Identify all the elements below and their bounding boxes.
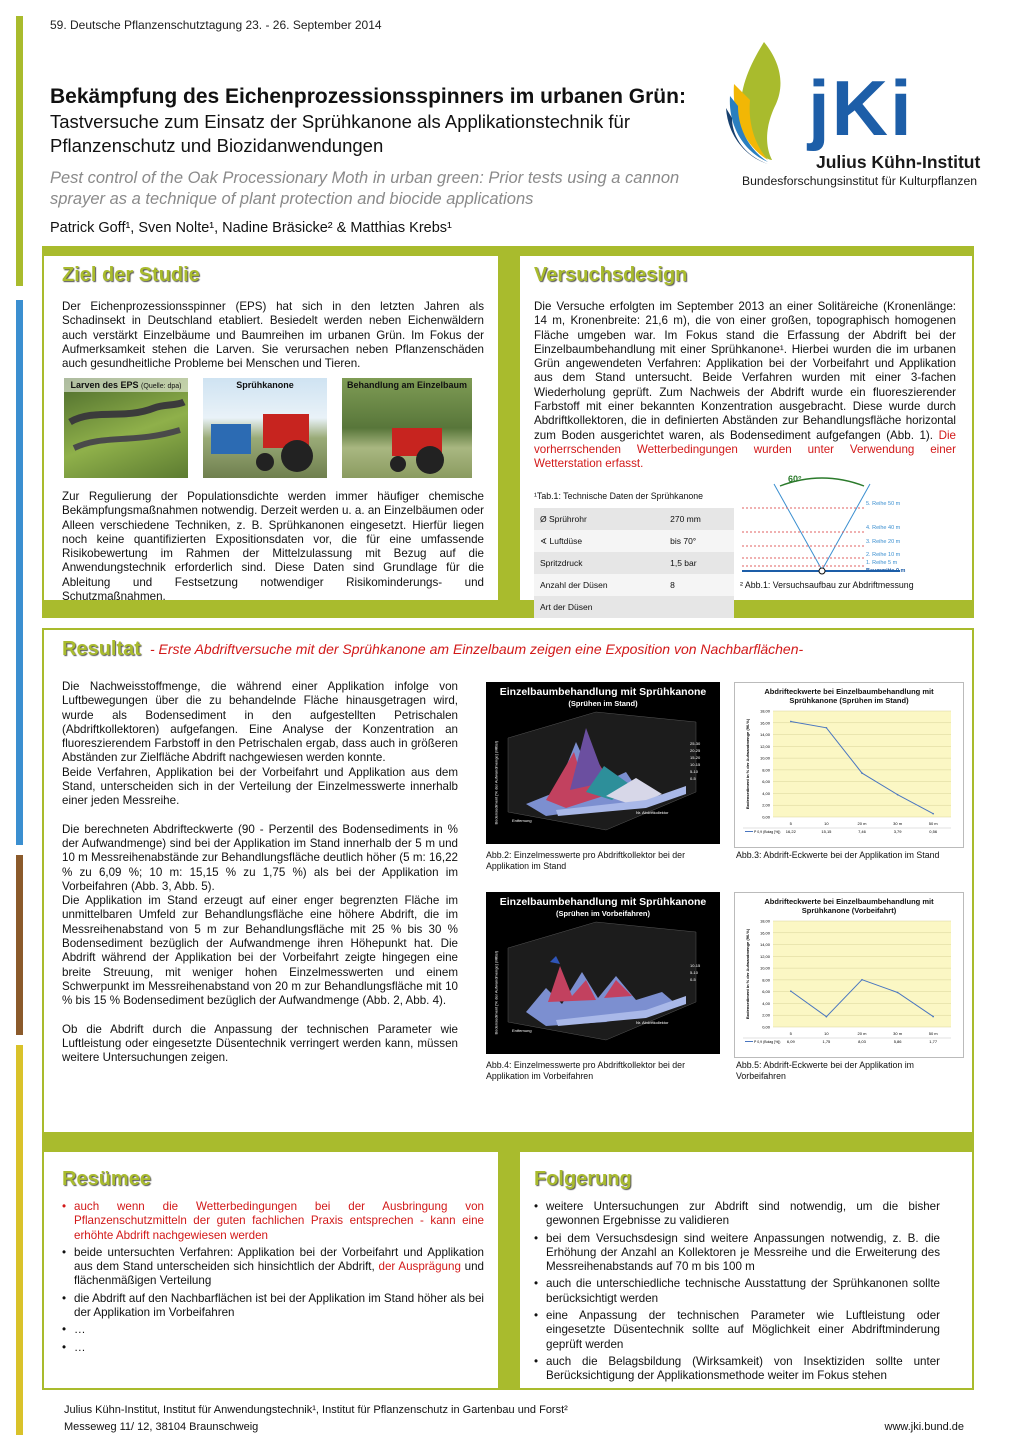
legend-entry: 20-25 [690,748,701,753]
chart-line-vorbei [734,892,964,1058]
logo-tagline: Bundesforschungsinstitut für Kulturpflanzen [742,174,978,188]
diagram-base: Baummitte 0 m [866,568,906,574]
x-tick-label: 5 [789,1031,792,1036]
data-point [897,794,899,796]
chart-3d-vorbei-legend [690,962,700,983]
chart-line-vorbei-title: Abdrifteckwerte bei Einzelbaumbehandlung mit Sprühkanone (Vorbeifahrt) [764,897,934,915]
chart-3d-vorbei-title: Einzelbaumbehandlung mit Sprühkanone [499,896,707,908]
chart-line-vorbei-caption: Abb.5: Abdrift-Eckwerte bei der Applikation im Vorbeifahren [736,1060,914,1081]
data-point [790,721,792,723]
chart-3d-vorbei-xlabel: Nr. Abdriftkollektor [636,1020,669,1025]
x-tick-label: 30 m [893,1031,903,1036]
x-tick-label: 30 m [893,821,903,826]
resuemee-title: Resümee [62,1168,151,1190]
chart-3d-vorbei-subtitle: (Sprühen im Vorbeifahren) [555,909,651,918]
chart-line-stand-caption: Abb.3: Abdrift-Eckwerte bei der Applikation im Stand [736,850,940,860]
data-label: 0,56 [929,829,938,834]
chart-line-stand [734,682,964,848]
photo-sprayer-label: Sprühkanone [236,380,294,390]
y-tick-label: 18,00 [759,918,770,924]
chart-3d-vorbei [486,892,720,1054]
poster-subtitle: Tastversuche zum Einsatz der Sprühkanone als Applikationstechnik für Pflanzenschutz und Biozidanwendungen [50,111,630,156]
list-item: • auch wenn die Wetterbedingungen bei der Ausbringung von Pflanzenschutzmitteln der guten fachlichen Praxis entsprechen - kann eine erhöhte Abdrift nachgewiesen werden [62,1200,484,1243]
y-tick-label: 16,00 [759,720,770,726]
chart-3d-stand-xlabel: Nr. Abdriftkollektor [636,810,669,815]
ziel-text-1: Der Eichenprozessionsspinner (EPS) hat sich in den letzten Jahren als Schadinsekt in Deutschland etabliert. Besiedelt werden neben Eichenwäldern auch verstärkt Einzelbäume und Baumreihen im urbanen Grün. Im Fokus der Aufmerksamkeit stehen die Larven. Sie verursachen neben Pflanzenschäden auch gesundheitliche Probleme bei Menschen und Tieren. [62,300,484,371]
y-tick-label: 4,00 [762,790,770,796]
data-label: 7,46 [858,829,866,834]
chart-line-stand-plot [735,683,963,847]
stripe-green [16,16,23,286]
diagram-row-1: 1. Reihe 5 m [866,560,898,566]
y-tick-label: 10,00 [759,965,770,971]
table-row: Spritzdruck 1,5 bar [534,552,734,574]
x-tick-label: 5 [789,821,792,826]
versuch-title: Versuchsdesign [534,264,688,286]
list-item: • bei dem Versuchsdesign sind weitere Anpassungen notwendig, z. B. die Erhöhung der Anzahl an Kollektoren je Messreihe und die Erweiterung des Messreihenabstands auf 70 m bis 100 m [534,1232,940,1275]
diagram-row-2: 2. Reihe 10 m [866,552,901,558]
data-point [861,772,863,774]
setup-diagram-caption: ² Abb.1: Versuchsaufbau zur Abdriftmessung [740,580,914,590]
list-item: • die Abdrift auf den Nachbarflächen ist bei der Applikation im Stand höher als bei der Applikation im Vorbeifahren [62,1292,484,1321]
versuch-text-main: Die Versuche erfolgten im September 2013 an einer Solitäreiche (Kronenlänge: 14 m, Kronenbreite: 21,6 m), die von einer großen, topographisch homogenen Fläche umgeben war. Im Fokus stand die Erfassung der Abdrift bei der Einzelbaumbehandlung mit einer Sprühkanone¹. Hierbei wurden die im urbanen Grün angewendeten Verfahren: Applikation bei der Vorbeifahrt und Applikation aus dem Stand untersucht. Beide Verfahren wurden mit einer 3-fachen Wiederholung geprüft. Zum Nachweis der Abdrift wurde ein fluoreszierender Farbstoff mit einer bekannten Konzentration ausgebracht. Diese wurde durch Abdriftkollektoren, die in definierten Abständen zur Behandlungsfläche horizontal zum Boden ausgerichtet waren, als Bodensediment aufgefangen (Abb. 1). [534,300,956,442]
footer-url[interactable]: www.jki.bund.de [884,1421,964,1433]
chart-3d-vorbei-caption: Abb.4: Einzelmesswerte pro Abdriftkollektor bei der Applikation im Vorbeifahren [486,1060,686,1081]
resultat-headline: - Erste Abdriftversuche mit der Sprühkanone am Einzelbaum zeigen eine Exposition von Nachbarflächen- [150,641,804,657]
logo-name: Julius Kühn-Institut [816,152,981,172]
chart-line-vorbei-plot [735,893,963,1057]
legend-entry: 10-15 [690,963,701,968]
folgerung-list [534,1200,940,1387]
data-label: 6,09 [786,1039,795,1044]
photo-larvae [64,378,188,478]
data-point [826,1016,828,1018]
footer-institute: Julius Kühn-Institut, Institut für Anwendungstechnik¹, Institut für Pflanzenschutz in Gartenbau und Forst² [64,1404,568,1416]
y-tick-label: 18,00 [759,708,770,714]
legend-entry: 0-5 [690,977,696,982]
chart-line-stand-title: Abdrifteckwerte bei Einzelbaumbehandlung mit Sprühkanone (Sprühen im Stand) [764,687,934,705]
legend-entry: 5-10 [690,769,699,774]
photo-larvae-credit: (Quelle: dpa) [141,383,182,390]
diagram-row-5: 5. Reihe 50 m [866,501,901,507]
photo-sprayer [203,378,327,478]
y-tick-label: 0,00 [762,1024,770,1030]
chart-3d-stand-legend [690,740,700,782]
spec-table-caption: ¹Tab.1: Technische Daten der Sprühkanone [534,491,704,501]
folgerung-title: Folgerung [534,1168,632,1190]
plot-area [773,711,951,817]
x-tick-label: 10 [824,1031,829,1036]
footer-address: Messeweg 11/ 12, 38104 Braunschweig [64,1421,259,1433]
legend-label: P 0,9 (Bolag [%]) [754,1040,781,1044]
data-point [897,992,899,994]
photo-larvae-label: Larven des EPS [70,380,139,390]
versuch-text [534,300,956,472]
legend-entry: 10-15 [690,762,701,767]
y-axis-label: Bodensediment in % der Aufwandmenge (90.%) [745,718,750,810]
chart-3d-stand [486,682,720,844]
x-tick-label: 20 m [857,821,867,826]
list-item: • auch die Belagsbildung (Wirksamkeit) von Insektiziden sollte unter Berücksichtigung der Applikationsmethode weiter im Fokus stehen [534,1355,940,1384]
list-item: • beide untersuchten Verfahren: Applikation bei der Vorbeifahrt und Applikation aus dem Stand unterscheiden sich hinsichtlich der Abdrift, der Ausprägung und flächenmäßigen Verteilung [62,1246,484,1289]
data-point [826,727,828,729]
spec-table [534,508,734,618]
data-label: 15,15 [821,829,832,834]
chart-3d-stand-caption: Abb.2: Einzelmesswerte pro Abdriftkollektor bei der Applikation im Stand [486,850,686,871]
stripe-yellow [16,1045,23,1435]
y-tick-label: 6,00 [762,989,770,995]
x-tick-label: 10 [824,821,829,826]
event-line: 59. Deutsche Pflanzenschutztagung 23. - 26. September 2014 [50,18,382,32]
resuemee-list [62,1200,484,1358]
stripe-brown [16,855,23,1035]
y-tick-label: 12,00 [759,743,770,749]
y-tick-label: 0,00 [762,814,770,820]
chart-3d-stand-title: Einzelbaumbehandlung mit Sprühkanone [499,686,707,698]
resultat-p2: Die berechneten Abdrifteckwerte (90 - Perzentil des Bodensediments in % der Aufwandmenge) sind bei der Applikation im Stand innerhalb der 5 m und 10 m Messreihenabstände zur Behandlungsfläche deutlich höher (5 m: 16,22 % zu 6,09 %; 10 m: 15,15 % zu 1,75 %) als bei der Applikation im Vorbeifahren (Abb. 3, Abb. 5). [62,822,458,893]
y-tick-label: 8,00 [762,767,770,773]
stripe-blue [16,300,23,845]
data-label: 3,79 [893,829,902,834]
y-tick-label: 6,00 [762,779,770,785]
resultat-p4: Ob die Abdrift durch die Anpassung der technischen Parameter wie Luftleistung oder eingesetzte Düsentechnik verringert werden kann, müssen weitere Untersuchungen zeigen. [62,1022,458,1065]
diagram-angle: 60° [788,474,802,484]
chart-3d-stand-zlabel: Entfernung [512,818,532,823]
legend-entry: 25-30 [690,741,701,746]
table-row: ∢ Luftdüse bis 70° [534,530,734,552]
logo-mark: jKi [808,64,914,152]
resultat-text [62,680,458,1065]
y-tick-label: 10,00 [759,755,770,761]
data-label: 5,86 [893,1039,902,1044]
photo-treatment-label: Behandlung am Einzelbaum [346,380,467,390]
y-tick-label: 4,00 [762,1000,770,1006]
authors: Patrick Goff¹, Sven Nolte¹, Nadine Bräsicke² & Matthias Krebs¹ [50,220,452,236]
list-item: • auch die unterschiedliche technische Ausstattung der Sprühkanonen sollte berücksichtigt werden [534,1277,940,1306]
versuch-text-red: Die vorherrschenden Wetterbedingungen wurden unter Verwendung einer Wetterstation erfasst. [534,428,956,471]
y-axis-label: Bodensediment in % der Aufwandmenge (90.%) [745,928,750,1020]
y-tick-label: 2,00 [762,1012,770,1018]
x-tick-label: 50 m [928,821,938,826]
diagram-row-3: 3. Reihe 20 m [866,539,901,545]
setup-diagram [740,474,962,578]
list-item: • … [62,1341,484,1355]
english-title: Pest control of the Oak Processionary Moth in urban green: Prior tests using a cannon sprayer as a technique of plant protection and biocide applications [50,169,680,208]
data-label: 16,22 [785,829,796,834]
legend-entry: 0-5 [690,776,696,781]
resultat-p1: Die Nachweisstoffmenge, die während einer Applikation infolge von Luftbewegungen über die zu behandelnde Fläche hinausgetragen wird, wurde als Bodensediment in den aufgestellten Petrischalen (Abdriftkollektoren) aufgefangen. Eine Analyse der Konzentration an fluoreszierendem Farbstoff in den Petrischalen ergab, dass auch in größeren Abständen zur Zielfläche Abdrift nachgewiesen werden konnte. [62,680,458,765]
chart-3d-stand-subtitle: (Sprühen im Stand) [568,699,638,708]
photo-treatment [342,378,472,478]
legend-label: P 0,9 (Bolag [%]) [754,830,781,834]
diagram-row-4: 4. Reihe 40 m [866,525,901,531]
data-label: 8,03 [858,1039,866,1044]
data-point [861,979,863,981]
list-item: • eine Anpassung der technischen Parameter wie Luftleistung oder eingesetzte Düsentechnik sollte auf Möglichkeit einer Abdriftminderung geprüft werden [534,1309,940,1352]
list-item: • weitere Untersuchungen zur Abdrift sind notwendig, um die bisher gewonnen Ergebnisse zu validieren [534,1200,940,1229]
ziel-title: Ziel der Studie [62,264,200,286]
jki-logo [724,34,986,194]
ziel-text-2: Zur Regulierung der Populationsdichte werden immer häufiger chemische Bekämpfungsmaßnahmen notwendig. Derzeit werden u. a. an Einzelbäumen oder Alleen verschiedene Techniken, z. B. Sprühkanonen eingesetzt. Hierfür liegen noch keine quantifizierten Expositionsdaten vor, die für eine umfassende Risikobewertung im Rahmen der Mittelzulassung mit Bezug auf die Anwendungstechnik erforderlich sind. Diese Daten sind Grundlage für die Ableitung und Festsetzung notwendiger Risikominderungs- und Schutzmaßnahmen. [62,490,484,604]
resultat-p1b: Beide Verfahren, Applikation bei der Vorbeifahrt und Applikation aus dem Stand, unterscheiden sich in der Verteilung der Einzelmesswerte innerhalb einer jeden Messreihe. [62,765,458,808]
x-tick-label: 50 m [928,1031,938,1036]
data-point [790,990,792,992]
list-item: • … [62,1323,484,1337]
y-tick-label: 16,00 [759,930,770,936]
table-row: Ø Sprührohr 270 mm [534,508,734,530]
data-label: 1,77 [929,1039,938,1044]
chart-3d-vorbei-zlabel: Entfernung [512,1028,532,1033]
y-tick-label: 2,00 [762,802,770,808]
resultat-p3: Die Applikation im Stand erzeugt auf einer enger begrenzten Fläche im unmittelbaren Umfeld zur Behandlungsfläche eine höhere Abdrift, die im Messreihenabstand von 5 m zur Behandlungsfläche mit 25 % bis 30 % Bodensediment bezüglich der Aufwandmenge ihren Höhepunkt hat. Die Abdrift während der Applikation bei der Vorbeifahrt zeigte hingegen eine breite Streuung, mit weniger hohen Einzelmesswerten und einem Schwerpunkt im Messreihenabstand von 20 m zur Behandlungsfläche mit 10 % bis 15 % Bodensediment bezüglich der Aufwandmenge (Abb. 2, Abb. 4). [62,894,458,1008]
data-label: 1,75 [822,1039,831,1044]
data-point [932,1016,934,1018]
legend-entry: 5-10 [690,970,699,975]
chart-3d-vorbei-ylabel: Bodensediment [% der Aufwandmenge] (Mittel) [493,950,499,1035]
chart-3d-stand-ylabel: Bodensediment [% der Aufwandmenge] (Mittel) [493,740,499,825]
poster-title: Bekämpfung des Eichenprozessionsspinners im urbanen Grün: [50,85,686,108]
y-tick-label: 12,00 [759,953,770,959]
legend-entry: 15-20 [690,755,701,760]
x-tick-label: 20 m [857,1031,867,1036]
table-row: Art der Düsen [534,596,734,618]
y-tick-label: 14,00 [759,942,770,948]
resultat-title: Resultat [62,638,141,660]
data-point [932,813,934,815]
table-row: Anzahl der Düsen 8 [534,574,734,596]
y-tick-label: 14,00 [759,732,770,738]
y-tick-label: 8,00 [762,977,770,983]
